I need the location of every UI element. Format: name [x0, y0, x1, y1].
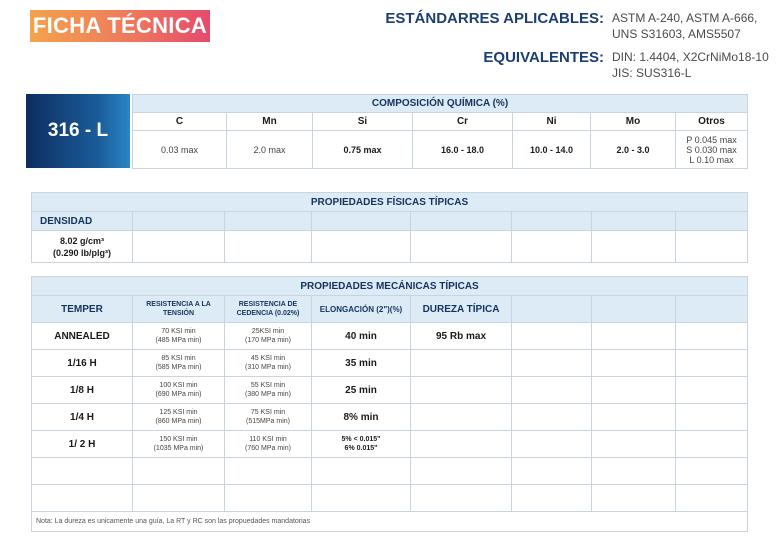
- value-c: 0.03 max: [133, 131, 227, 169]
- table-note: Nota: La dureza es unicamente una guía, La RT y RC son las propuedades mandatorias: [32, 512, 748, 532]
- yield-mpa: (515MPa min): [246, 418, 290, 425]
- equivalents-din: DIN: 1.4404, X2CrNiMo18-10: [612, 50, 769, 64]
- temper: 1/4 H: [32, 404, 133, 431]
- elongation-l1: 5% < 0.015": [341, 436, 381, 443]
- physical-properties-table: [31, 192, 748, 263]
- table-row-empty: [32, 458, 748, 485]
- otros-s: S 0.030 max: [686, 144, 737, 155]
- yield: [225, 377, 312, 404]
- table-row: [32, 404, 748, 431]
- tensile-mpa: (1035 MPa min): [153, 445, 204, 452]
- tensile: [133, 431, 225, 458]
- equivalents-value: [612, 49, 772, 81]
- yield: [225, 431, 312, 458]
- temper: 1/16 H: [32, 350, 133, 377]
- value-mo: 2.0 - 3.0: [591, 131, 676, 169]
- temper: 1/8 H: [32, 377, 133, 404]
- equivalents-label: EQUIVALENTES:: [483, 49, 604, 66]
- tensile: [133, 323, 225, 350]
- temper: 1/ 2 H: [32, 431, 133, 458]
- value-otros: [676, 131, 748, 169]
- yield-ksi: 75 KSI min: [250, 409, 286, 416]
- table-row: [32, 323, 748, 350]
- composition-table: [132, 94, 748, 169]
- value-ni: 10.0 - 14.0: [513, 131, 591, 169]
- table-row: [32, 377, 748, 404]
- elongation: 40 min: [312, 323, 411, 350]
- mechanical-properties-table: [31, 276, 748, 532]
- yield-ksi: 25KSI min: [251, 328, 285, 335]
- tensile-ksi: 100 KSI min: [159, 382, 198, 389]
- value-mn: 2.0 max: [227, 131, 313, 169]
- tensile-mpa: (585 MPa min): [155, 364, 202, 371]
- tensile-mpa: (485 MPa min): [155, 337, 202, 344]
- element-otros: Otros: [676, 113, 748, 131]
- yield: [225, 404, 312, 431]
- yield-ksi: 55 KSI min: [250, 382, 286, 389]
- tensile-ksi: 150 KSI min: [159, 436, 198, 443]
- mechanical-title: PROPIEDADES MECÁNICAS TÍPICAS: [32, 277, 748, 296]
- composition-title: COMPOSICIÓN QUÍMICA (%): [133, 95, 748, 113]
- table-row-empty: [32, 485, 748, 512]
- elongation: 35 min: [312, 350, 411, 377]
- yield-mpa: (310 MPa min): [245, 364, 291, 371]
- hardness: [411, 350, 512, 377]
- yield: [225, 323, 312, 350]
- elongation-l2: 6% 0.015": [344, 445, 378, 452]
- col-elongation: ELONGACIÓN (2")(%): [312, 296, 411, 323]
- grade-badge: 316 - L: [26, 94, 130, 168]
- elongation: 8% min: [312, 404, 411, 431]
- col-tensile: [133, 296, 225, 323]
- standards-value: ASTM A-240, ASTM A-666, UNS S31603, AMS5507: [612, 11, 758, 41]
- elongation: [312, 431, 411, 458]
- element-mo: Mo: [591, 113, 676, 131]
- col-temper: TEMPER: [32, 296, 133, 323]
- density-label: DENSIDAD: [32, 212, 133, 231]
- otros-l: L 0.10 max: [689, 154, 734, 165]
- element-mn: Mn: [227, 113, 313, 131]
- yield-mpa: (170 MPa min): [245, 337, 291, 344]
- tensile-ksi: 85 KSI min: [161, 355, 196, 362]
- hardness: [411, 431, 512, 458]
- equivalents-jis: JIS: SUS316-L: [612, 66, 692, 80]
- element-ni: Ni: [513, 113, 591, 131]
- physical-title: PROPIEDADES FÍSICAS TÍPICAS: [32, 193, 748, 212]
- yield-ksi: 45 KSI min: [250, 355, 286, 362]
- yield-mpa: (760 MPa min): [245, 445, 291, 452]
- col-yield-l2: CEDENCIA (0.02%): [236, 310, 300, 317]
- element-cr: Cr: [413, 113, 513, 131]
- yield-ksi: 110 KSI min: [249, 436, 287, 443]
- hardness: [411, 377, 512, 404]
- density-value: [32, 231, 133, 263]
- density-metric: 8.02 g/cm³: [59, 235, 105, 246]
- col-yield: [225, 296, 312, 323]
- hardness: 95 Rb max: [411, 323, 512, 350]
- otros-p: P 0.045 max: [686, 134, 737, 145]
- elongation: 25 min: [312, 377, 411, 404]
- hardness: [411, 404, 512, 431]
- value-cr: 16.0 - 18.0: [413, 131, 513, 169]
- standards-label: ESTÁNDARRES APLICABLES:: [385, 10, 604, 27]
- yield-mpa: (380 MPa min): [245, 391, 291, 398]
- tensile: [133, 377, 225, 404]
- page-title: FICHA TÉCNICA: [30, 10, 210, 42]
- yield: [225, 350, 312, 377]
- temper: ANNEALED: [32, 323, 133, 350]
- tensile-mpa: (690 MPa min): [155, 391, 202, 398]
- tensile: [133, 404, 225, 431]
- tensile-ksi: 70 KSI min: [161, 328, 196, 335]
- col-tensile-l2: TENSIÓN: [162, 310, 195, 317]
- tensile-ksi: 125 KSI min: [159, 409, 198, 416]
- element-c: C: [133, 113, 227, 131]
- element-si: Si: [313, 113, 413, 131]
- value-si: 0.75 max: [313, 131, 413, 169]
- col-yield-l1: RESISTENCIA DE: [238, 301, 298, 308]
- col-hardness: DUREZA TÍPICA: [411, 296, 512, 323]
- table-row: [32, 431, 748, 458]
- density-imperial: (0.290 lb/plg³): [52, 247, 111, 258]
- table-row: [32, 350, 748, 377]
- tensile-mpa: (860 MPa min): [155, 418, 202, 425]
- col-tensile-l1: RESISTENCIA A LA: [146, 301, 211, 308]
- tensile: [133, 350, 225, 377]
